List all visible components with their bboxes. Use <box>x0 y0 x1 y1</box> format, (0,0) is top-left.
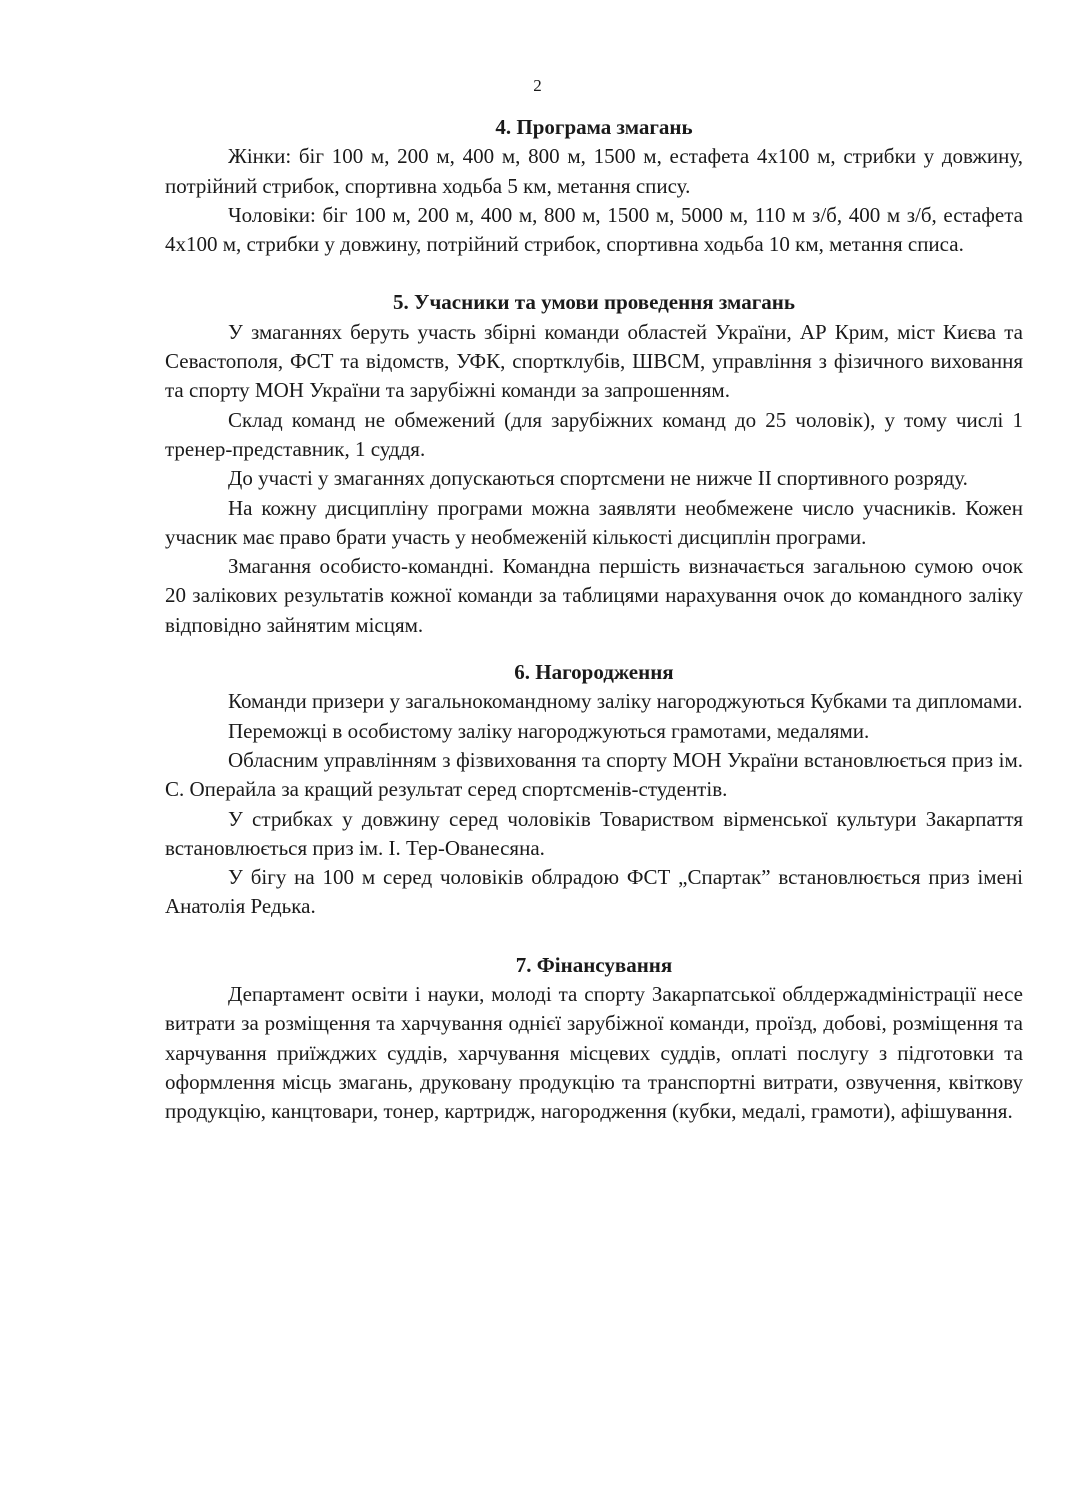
paragraph: Склад команд не обмежений (для зарубіжних команд до 25 чоловік), у тому числі 1 тренер-представник, 1 суддя. <box>165 407 1023 461</box>
section-heading: 5. Учасники та умови проведення змагань <box>393 290 795 315</box>
paragraph: Жінки: біг 100 м, 200 м, 400 м, 800 м, 1500 м, естафета 4х100 м, стрибки у довжину, потрійний стрибок, спортивна ходьба 5 км, метання спису. <box>165 144 1023 198</box>
paragraph: У змаганнях беруть участь збірні команди областей України, АР Крим, міст Києва та Севастополя, ФСТ та відомств, УФК, спортклубів, ШВСМ, управління з фізичного виховання та спорту МОН України та зарубіжні команди за запрошенням. <box>165 319 1023 403</box>
section-gap <box>165 922 1023 951</box>
paragraph: У бігу на 100 м серед чоловіків облрадою ФСТ „Спартак” встановлюється приз імені Анатолія Редька. <box>165 865 1023 919</box>
paragraph: У стрибках у довжину серед чоловіків Товариством вірменської культури Закарпаття встановлюється приз ім. І. Тер-Ованесяна. <box>165 806 1023 860</box>
section-heading: 6. Нагородження <box>514 660 674 685</box>
section-awards <box>165 658 1023 922</box>
paragraph: Команди призери у загальнокомандному заліку нагороджуються Кубками та дипломами. <box>228 689 1023 714</box>
paragraph: Переможці в особистому заліку нагороджуються грамотами, медалями. <box>228 718 870 743</box>
paragraph: Змагання особисто-командні. Командна першість визначається загальною сумою очок 20 залікових результатів кожної команди за таблицями нарахування очок до командного заліку відповідно зайнятим місцям. <box>165 554 1023 637</box>
paragraph: До участі у змаганнях допускаються спортсмени не нижче ІІ спортивного розряду. <box>228 466 968 491</box>
document-body <box>165 113 1023 1127</box>
section-participants <box>165 288 1023 640</box>
section-financing <box>165 951 1023 1127</box>
section-heading: 7. Фінансування <box>515 952 673 977</box>
section-gap <box>165 640 1023 658</box>
section-heading: 4. Програма змагань <box>495 115 693 139</box>
paragraph: Департамент освіти і науки, молоді та спорту Закарпатської облдержадміністрації несе витрати за розміщення та харчування однієї зарубіжної команди, проїзд, добові, розміщення та харчування приїжджих суддів, харчування місцевих суддів, оплаті послугу з підготовки та оформлення місць змагань, друковану продукцію та транспортні витрати, озвучення, квіткову продукцію, канцтовари, тонер, картридж, нагородження (кубки, медалі, грамоти), афішування. <box>165 982 1023 1124</box>
section-gap <box>165 259 1023 288</box>
paragraph: Обласним управлінням з фізвиховання та спорту МОН України встановлюється приз ім. С. Операйла за кращий результат серед спортсменів-студентів. <box>165 747 1023 802</box>
paragraph: Чоловіки: біг 100 м, 200 м, 400 м, 800 м, 1500 м, 5000 м, 110 м з/б, 400 м з/б, естафета 4х100 м, стрибки у довжину, потрійний стрибок, спортивна ходьба 10 км, метання списа. <box>165 202 1023 257</box>
page-number: 2 <box>533 76 542 95</box>
paragraph: На кожну дисципліну програми можна заявляти необмежене число учасників. Кожен учасник має право брати участь у необмеженій кількості дисциплін програми. <box>165 495 1023 549</box>
section-competition-program <box>165 113 1023 259</box>
